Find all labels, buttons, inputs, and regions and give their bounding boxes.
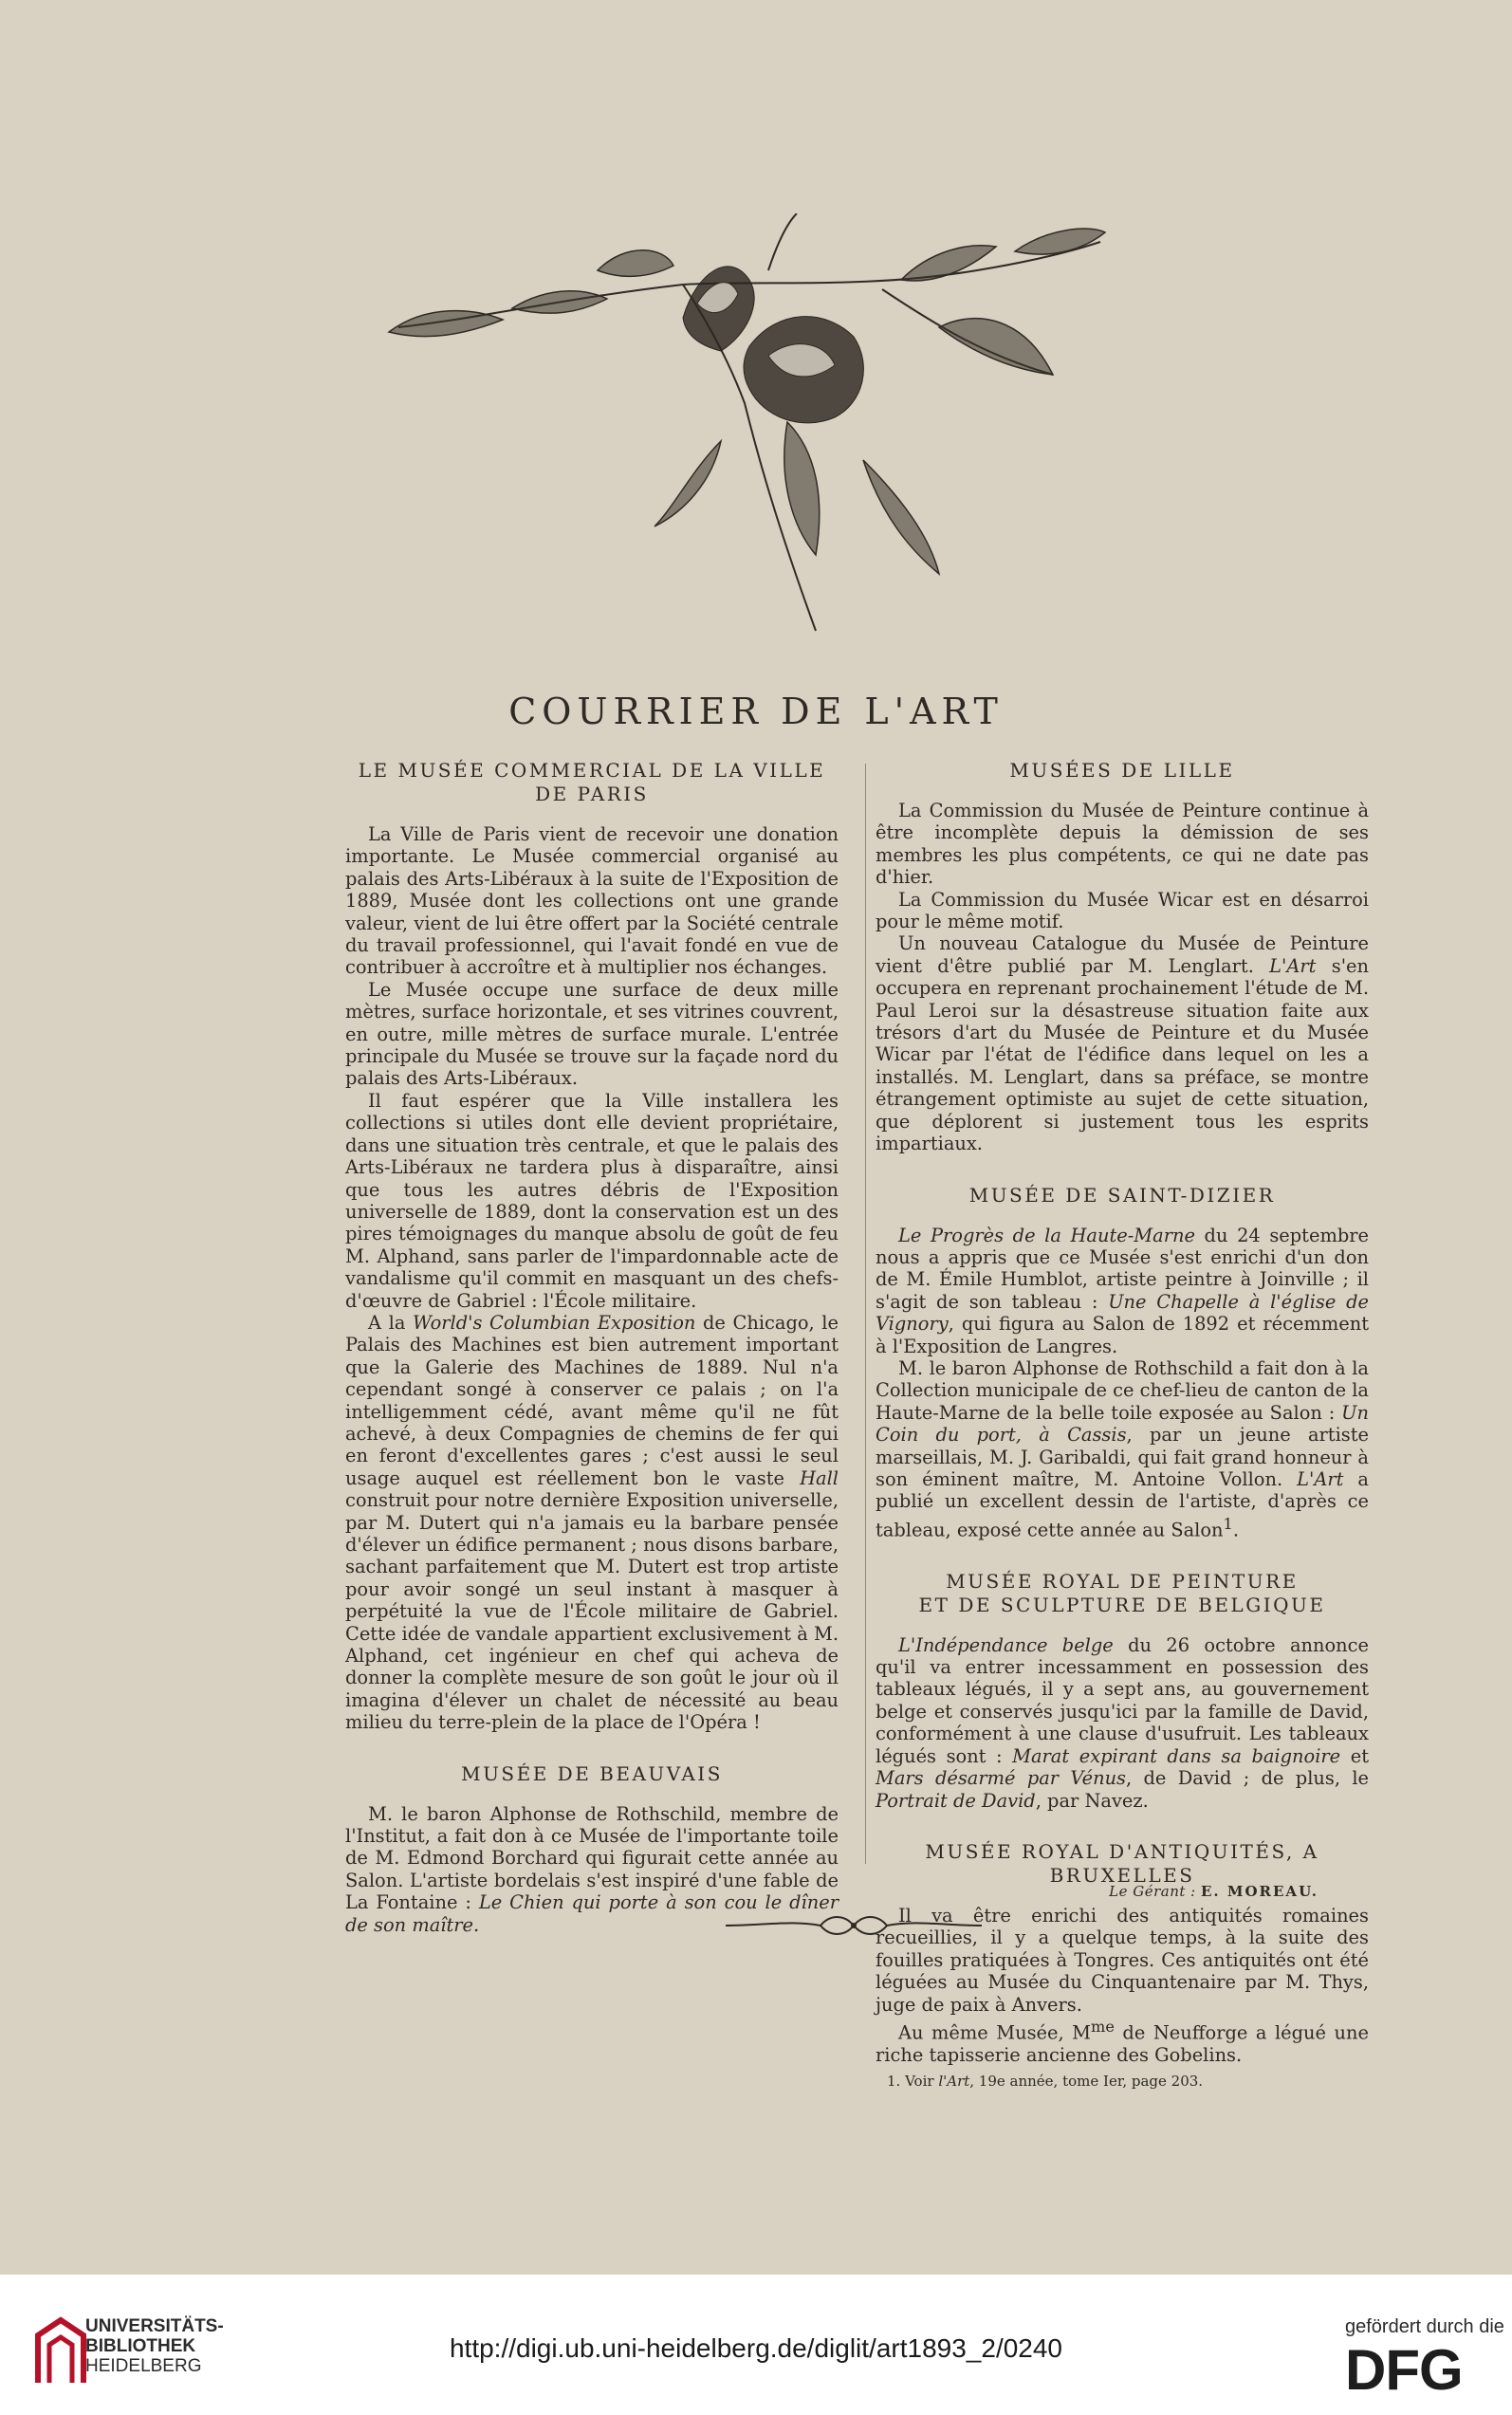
section-title-musee-royal-peinture: MUSÉE ROYAL DE PEINTURE xyxy=(946,1569,1299,1593)
source-url-link[interactable]: http://digi.ub.uni-heidelberg.de/diglit/art1893_2/0240 xyxy=(449,2333,1063,2363)
section-title-musee-commercial: LE MUSÉE COMMERCIAL DE LA VILLE DE PARIS xyxy=(358,759,826,805)
text-run: a publié un excellent dessin de l'artiste, d'après ce tableau, exposé cette année au Salon xyxy=(876,1467,1369,1541)
paragraph: La Commission du Musée Wicar est en désarroi pour le même motif. xyxy=(876,888,1369,933)
paragraph xyxy=(876,1357,1369,1541)
text-run: et xyxy=(1340,1744,1369,1767)
text-run: , par un jeune artiste marseillais, M. J. Garibaldi, qui fait grand honneur à son éminent maître, M. Antoine Vollon. xyxy=(876,1424,1369,1490)
paragraph xyxy=(345,1312,839,1734)
section-title-musee-royal-peinture-2: ET DE SCULPTURE DE BELGIQUE xyxy=(918,1593,1326,1616)
paragraph xyxy=(876,1225,1369,1357)
signature-name: E. MOREAU. xyxy=(1200,1883,1318,1900)
italic-run: Mars désarmé par Vénus xyxy=(876,1767,1127,1790)
ub-line: HEIDELBERG xyxy=(85,2356,202,2376)
section-title-saint-dizier: MUSÉE DE SAINT-DIZIER xyxy=(968,1183,1276,1207)
text-run: du 26 octobre annonce qu'il va entrer incessamment en possession des tableaux légués, il y a sept ans, au gouvernement belge et conservés jusqu'ici par la famille de David, conformément à une clause d'usufruit. Les tableaux légués sont : xyxy=(876,1633,1369,1767)
italic-run: L'Art xyxy=(1297,1467,1344,1490)
text-run: 1. Voir xyxy=(887,2073,939,2091)
italic-run: Marat expirant dans sa baignoire xyxy=(1012,1744,1341,1767)
footnote-ref: 1 xyxy=(1223,1514,1233,1533)
funding-label: gefördert durch die xyxy=(1345,2316,1504,2337)
ub-line: UNIVERSITÄTS- xyxy=(85,2316,224,2336)
italic-run: Le Chien qui porte à son cou le dîner de son maître. xyxy=(345,1891,839,1936)
text-run: Un nouveau Catalogue du Musée de Peinture vient d'être publié par M. Lenglart. xyxy=(876,932,1369,977)
superscript: me xyxy=(1091,2017,1115,2036)
footer-bar xyxy=(0,2275,1512,2415)
text-run: A la xyxy=(368,1311,413,1334)
paragraph xyxy=(876,932,1369,1154)
text-run: M. le baron Alphonse de Rothschild, membre de l'Institut, a fait don à ce Musée de l'importante toile de M. Edmond Borchard qui figurait cette année au Salon. L'artiste bordelais s'est inspiré d'une fable de La Fontaine : xyxy=(345,1802,839,1914)
paragraph: Il va être enrichi des antiquités romaines recueillies, il y a quelque temps, à la suite des fouilles pratiquées à Tongres. Ces antiquités ont été léguées au Musée du Cinquantenaire par M. Thys, juge de paix à Anvers. xyxy=(876,1904,1369,2016)
italic-run: L'Art xyxy=(1269,954,1317,977)
paragraph: La Commission du Musée de Peinture continue à être incomplète depuis la démission de ses membres les plus compétents, ce qui ne date pas d'hier. xyxy=(876,800,1369,889)
signature-label: Le Gérant : xyxy=(1109,1883,1196,1900)
text-run: Au même Musée, M xyxy=(898,2021,1092,2044)
left-column xyxy=(345,759,839,1936)
dfg-logo: DFG xyxy=(1345,2338,1463,2402)
text-run: construit pour notre dernière Exposition universelle, par M. Dutert qui n'a jamais eu la barbare pensée d'élever un édifice permanent ; nous disons barbare, sachant parfaitement que M. Dutert est trop artiste pour avoir songé un seul instant à masquer à perpétuité la vue de l'École militaire de Gabriel. Cette idée de vandale appartient exclusivement à M. Alphand, cet ingénieur en chef qui acheva de donner la complète mesure de son goût le jour où il imagina d'élever un chalet de nécessité au beau milieu du terre-plein de la place de l'Opéra ! xyxy=(345,1489,839,1734)
signature xyxy=(996,1883,1318,1900)
text-run: , de David ; de plus, le xyxy=(1126,1767,1369,1790)
italic-run: Portrait de David xyxy=(876,1789,1036,1812)
italic-run: Le Progrès de la Haute-Marne xyxy=(898,1224,1195,1246)
end-ornament xyxy=(716,1908,991,1943)
text-run: de Chicago, le Palais des Machines est bien autrement important que la Galerie des Machines de 1889. Nul n'a cependant songé à conserver ce palais ; on l'a intelligemment cédé, avant même qu'il ne fût achevé, à deux Compagnies de chemins de fer qui en feront d'excellentes gares ; c'est aussi le seul usage auquel est réellement bon le vaste xyxy=(345,1311,839,1489)
column-divider xyxy=(865,764,866,1864)
text-run: , qui figura au Salon de 1892 et récemment à l'Exposition de Langres. xyxy=(876,1313,1369,1357)
paragraph: La Ville de Paris vient de recevoir une donation importante. Le Musée commercial organisé au palais des Arts-Libéraux à la suite de l'Exposition de 1889, Musée dont les collections ont une grande valeur, vient de lui être offert par la Société centrale du travail professionnel, qui l'avait fondé en vue de contribuer à accroître et à multiplier nos échanges. xyxy=(345,823,839,979)
paragraph xyxy=(876,2016,1369,2066)
paragraph: Le Musée occupe une surface de deux mille mètres, surface horizontale, et ses vitrines couvrent, en outre, mille mètres de surface murale. L'entrée principale du Musée se trouve sur la façade nord du palais des Arts-Libéraux. xyxy=(345,978,839,1090)
floral-ornament xyxy=(370,213,1110,669)
italic-run: Hall xyxy=(800,1466,839,1489)
italic-run: World's Columbian Exposition xyxy=(412,1311,696,1334)
text-run: , 19e année, tome Ier, page 203. xyxy=(969,2073,1204,2091)
italic-run: l'Art xyxy=(938,2073,970,2091)
page-title: COURRIER DE L'ART xyxy=(508,691,1004,732)
text-run: du 24 septembre nous a appris que ce Musée s'est enrichi d'un don de M. Émile Humblot, artiste peintre à Joinville ; il s'agit de son tableau : xyxy=(876,1224,1369,1313)
section-title-musee-antiquites: MUSÉE ROYAL D'ANTIQUITÉS, A BRUXELLES xyxy=(925,1839,1319,1887)
section-title-musees-lille: MUSÉES DE LILLE xyxy=(1009,759,1235,782)
italic-run: Une Chapelle à l'église de Vignory xyxy=(876,1290,1369,1336)
italic-run: L'Indépendance belge xyxy=(898,1633,1114,1656)
paragraph: Il faut espérer que la Ville installera les collections si utiles dont elle devient propriétaire, dans une situation très centrale, et que le palais des Arts-Libéraux ne tardera plus à disparaître, ainsi que tous les autres débris de l'Exposition universelle de 1889, dont la conservation est un des pires témoignages du manque absolu de goût de feu M. Alphand, sans parler de l'impardonnable acte de vandalisme qu'il commit en masquant un des chefs-d'œuvre de Gabriel : l'École militaire. xyxy=(345,1089,839,1312)
footnote xyxy=(876,2072,1369,2091)
paragraph xyxy=(876,1634,1369,1812)
ub-line: BIBLIOTHEK xyxy=(85,2336,196,2356)
text-run: , par Navez. xyxy=(1035,1789,1149,1812)
text-run: . xyxy=(1232,1519,1239,1541)
text-run: M. le baron Alphonse de Rothschild a fait don à la Collection municipale de ce chef-lieu de canton de la Haute-Marne de la belle toile exposée au Salon : xyxy=(876,1356,1369,1424)
text-run: de Neufforge a légué une riche tapisserie ancienne des Gobelins. xyxy=(876,2021,1369,2066)
section-title-musee-beauvais: MUSÉE DE BEAUVAIS xyxy=(461,1761,723,1785)
italic-run: Un Coin du port, à Cassis xyxy=(876,1401,1369,1447)
text-run: s'en occupera en reprenant prochainement l'étude de M. Paul Leroi sur la désastreuse situation faite aux trésors d'art du Musée de Peinture et du Musée Wicar par l'état de l'édifice dans lequel on les a installés. M. Lenglart, dans sa préface, se montre étrangement optimiste au sujet de cette situation, que déplorent si justement tous les esprits impartiaux. xyxy=(876,954,1369,1155)
